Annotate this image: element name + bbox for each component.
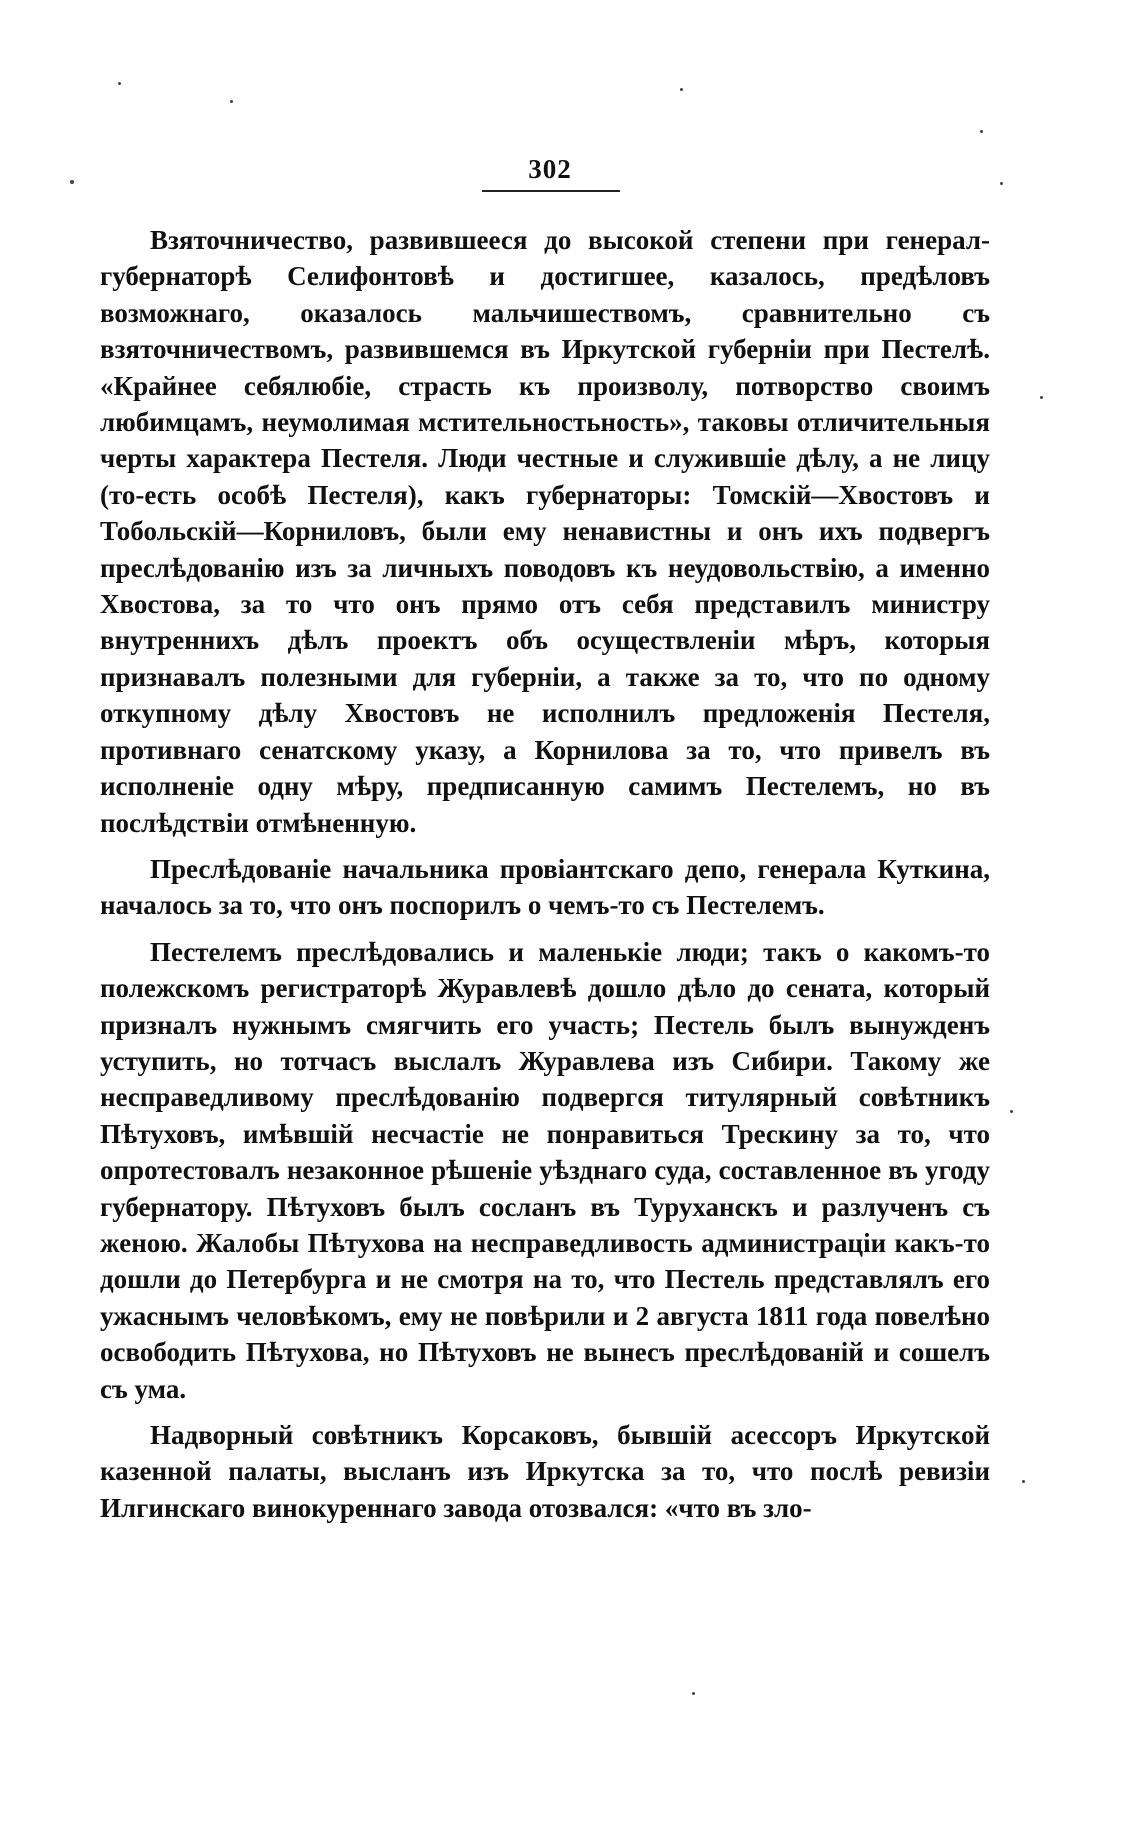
scan-speck: [1010, 1110, 1013, 1113]
scan-speck: [980, 130, 983, 133]
scan-speck: [230, 100, 233, 103]
body-text: [100, 222, 990, 1526]
paragraph: Преслѣдованіе начальника провіантскаго депо, генерала Куткина, началось за то, что онъ поспорилъ о чемъ-то съ Пестелемъ.: [100, 853, 990, 921]
scan-speck: [680, 88, 683, 91]
scan-speck: [692, 1692, 695, 1695]
paragraph: Взяточничество, развившееся до высокой степени при генерал-губернаторѣ Селифонтовѣ и достигшее, казалось, предѣловъ возможнаго, оказалось мальчишествомъ, сравнительно съ взяточничествомъ, развившемся въ Иркутской губерніи при Пестелѣ. «Крайнее себялюбіе, страсть къ произволу, потворство своимъ любимцамъ, неумолимая мстительностьность», таковы отличительныя черты характера Пестеля. Люди честные и служившіе дѣлу, а не лицу (то-есть особѣ Пестеля), какъ губернаторы: Томскій—Хвостовъ и Тобольскій—Корниловъ, были ему ненавистны и онъ ихъ подвергъ преслѣдованію изъ за личныхъ поводовъ къ неудовольствію, а именно Хвостова, за то что онъ прямо отъ себя представилъ министру внутреннихъ дѣлъ проектъ объ осуществленіи мѣръ, которыя признавалъ полезными для губерніи, а также за то, что по одному откупному дѣлу Хвостовъ не исполнилъ предложенія Пестеля, противнаго сенатскому указу, а Корнилова за то, что привелъ въ исполненіе одну мѣру, предписанную самимъ Пестелемъ, но въ послѣдствіи отмѣненную.: [100, 225, 990, 838]
scan-speck: [1000, 182, 1003, 185]
scan-speck: [70, 180, 74, 184]
scan-speck: [1022, 1480, 1025, 1483]
page-number: 302: [528, 154, 572, 184]
paragraph: Надворный совѣтникъ Корсаковъ, бывшій асессоръ Иркутской казенной палаты, высланъ изъ Иркутска за то, что послѣ ревизіи Илгинскаго винокуреннаго завода отозвался: «что въ зло-: [100, 1420, 990, 1523]
paragraph: Пестелемъ преслѣдовались и маленькіе люди; такъ о какомъ-то полежскомъ регистраторѣ Журавлевѣ дошло дѣло до сената, который призналъ нужнымъ смягчить его участь; Пестель былъ вынужденъ уступить, но тотчасъ выслалъ Журавлева изъ Сибири. Такому же несправедливому преслѣдованію подвергся титулярный совѣтникъ Пѣтуховъ, имѣвшій несчастіе не понравиться Трескину за то, что опротестовалъ незаконное рѣшеніе уѣзднаго суда, составленное въ угоду губернатору. Пѣтуховъ былъ сосланъ въ Туруханскъ и разлученъ съ женою. Жалобы Пѣтухова на несправедливость администраціи какъ-то дошли до Петербурга и не смотря на то, что Пестель представлялъ его ужаснымъ человѣкомъ, ему не повѣрили и 2 августа 1811 года повелѣно освободить Пѣтухова, но Пѣтуховъ не вынесъ преслѣдованій и сошелъ съ ума.: [100, 936, 990, 1404]
page-number-underline: [482, 190, 620, 192]
scan-speck: [118, 82, 121, 85]
scan-speck: [1040, 396, 1043, 399]
